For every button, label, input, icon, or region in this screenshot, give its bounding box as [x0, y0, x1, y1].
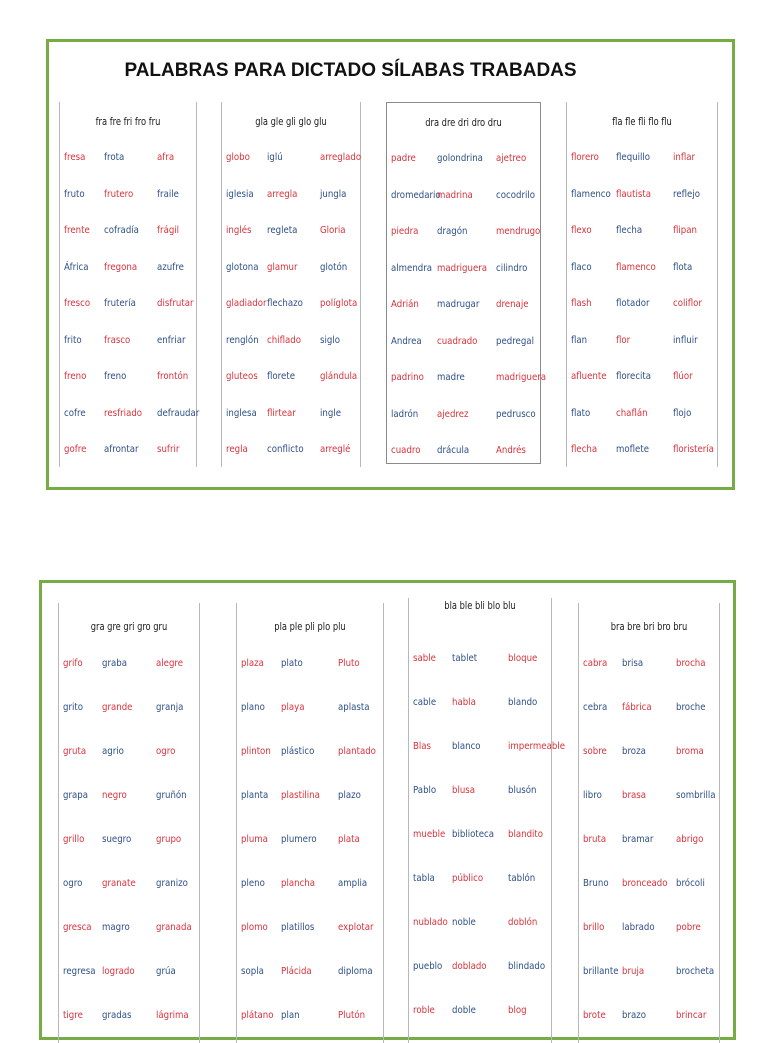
- word-item: padrino: [391, 372, 425, 383]
- word-item: fábrica: [621, 702, 652, 713]
- word-item: regresa: [63, 966, 96, 977]
- word-item: flamenco: [571, 188, 612, 200]
- word-item: padre: [391, 153, 417, 164]
- word-item: brocheta: [676, 966, 715, 977]
- word-item: glamur: [267, 261, 298, 273]
- word-item: florero: [571, 152, 600, 163]
- word-item: roble: [413, 1005, 435, 1016]
- word-item: plátano: [241, 1010, 274, 1021]
- word-item: bramar: [621, 834, 654, 845]
- worksheet-card-bottom: [39, 580, 736, 1040]
- word-item: flirtear: [267, 407, 296, 419]
- word-item: logrado: [101, 966, 135, 977]
- word-item: brócoli: [676, 878, 706, 889]
- word-item: playa: [281, 702, 305, 713]
- word-item: cebra: [583, 702, 608, 713]
- word-item: pobre: [676, 922, 702, 933]
- word-item: Pluto: [338, 658, 361, 669]
- word-item: frágil: [156, 225, 179, 236]
- word-item: blusón: [507, 785, 537, 796]
- word-item: pleno: [241, 878, 266, 889]
- word-item: madriguera: [436, 262, 487, 274]
- word-item: afra: [156, 152, 174, 163]
- word-item: iglesia: [226, 188, 254, 200]
- word-item: bronceado: [621, 878, 668, 889]
- word-item: siglo: [320, 334, 340, 346]
- word-column-2-1: [58, 603, 200, 1043]
- word-item: resfriado: [104, 407, 143, 419]
- word-item: fresa: [63, 152, 86, 163]
- word-item: conflicto: [267, 444, 304, 455]
- word-item: jungla: [320, 188, 347, 200]
- word-item: granizo: [156, 878, 189, 889]
- word-item: brisa: [621, 658, 643, 669]
- word-item: plastilina: [281, 790, 321, 801]
- word-item: biblioteca: [452, 829, 495, 840]
- word-item: flautista: [615, 188, 651, 200]
- word-item: flojo: [673, 407, 692, 419]
- word-item: gresca: [63, 922, 92, 933]
- word-item: broza: [621, 746, 646, 757]
- word-item: golondrina: [436, 153, 483, 164]
- word-item: ladrón: [391, 408, 419, 420]
- word-item: broma: [676, 746, 705, 757]
- word-item: plinton: [241, 746, 271, 757]
- word-item: gradas: [101, 1010, 132, 1021]
- worksheet-card-top: [46, 39, 735, 490]
- word-item: suegro: [101, 834, 131, 845]
- word-item: flamenco: [615, 261, 656, 273]
- word-item: azufre: [156, 261, 184, 273]
- word-item: frasco: [104, 334, 131, 346]
- word-item: abrigo: [676, 834, 704, 845]
- word-item: inflar: [673, 152, 696, 163]
- word-item: pedregal: [495, 335, 534, 347]
- word-item: habla: [452, 697, 477, 708]
- word-item: explotar: [338, 922, 375, 933]
- word-item: planta: [241, 790, 269, 801]
- word-item: Andrés: [495, 445, 526, 456]
- word-item: blandito: [507, 829, 543, 840]
- word-item: fregona: [104, 261, 138, 273]
- word-item: sufrir: [156, 444, 180, 455]
- word-column-2-3: [408, 598, 565, 1043]
- word-item: cofradía: [104, 225, 140, 236]
- word-item: Pablo: [413, 785, 437, 796]
- word-item: cilindro: [495, 262, 527, 274]
- word-item: flecha: [571, 444, 598, 455]
- word-item: África: [63, 261, 89, 273]
- word-item: grande: [101, 702, 133, 713]
- word-item: impermeable: [507, 741, 565, 752]
- word-item: freno: [104, 371, 127, 382]
- word-item: reflejo: [673, 188, 701, 200]
- word-item: regleta: [267, 225, 298, 236]
- word-item: frito: [63, 334, 82, 346]
- word-item: cuadro: [391, 445, 421, 456]
- word-item: ingle: [320, 407, 341, 419]
- word-item: sobre: [583, 746, 607, 757]
- word-item: ogro: [156, 746, 176, 757]
- column-header: fla fle fli flo flu: [612, 116, 672, 128]
- word-column-1-2: [221, 102, 361, 467]
- word-item: granate: [101, 878, 136, 889]
- word-item: flexo: [571, 225, 592, 236]
- word-item: afrontar: [104, 444, 139, 455]
- word-item: frutería: [104, 298, 137, 309]
- word-item: flotador: [615, 298, 650, 309]
- word-item: doblón: [507, 917, 538, 928]
- word-item: gluteos: [226, 371, 258, 382]
- column-header: gra gre gri gro gru: [90, 621, 168, 633]
- word-item: ogro: [63, 878, 83, 889]
- word-item: grillo: [63, 834, 85, 845]
- word-item: plan: [281, 1010, 300, 1021]
- word-item: frutero: [104, 188, 134, 200]
- word-item: sopla: [241, 966, 265, 977]
- word-column-2-4: [578, 603, 720, 1043]
- word-item: negro: [101, 790, 127, 801]
- word-item: Plutón: [338, 1010, 366, 1021]
- word-item: grupo: [156, 834, 182, 845]
- word-item: frota: [104, 152, 125, 163]
- word-item: cabra: [583, 658, 608, 669]
- word-item: brocha: [676, 658, 706, 669]
- word-item: glotona: [226, 261, 259, 273]
- word-item: frontón: [156, 371, 188, 382]
- word-item: glándula: [320, 371, 358, 382]
- word-item: aplasta: [338, 702, 370, 713]
- word-item: bloque: [507, 653, 538, 664]
- column-header: bla ble bli blo blu: [444, 600, 516, 612]
- word-item: lágrima: [156, 1010, 190, 1021]
- word-item: chaflán: [615, 407, 648, 419]
- word-item: Adrián: [391, 299, 420, 310]
- word-item: glotón: [320, 261, 348, 273]
- page-title: PALABRAS PARA DICTADO SÍLABAS TRABADAS: [124, 60, 577, 81]
- word-item: plástico: [281, 746, 315, 757]
- word-item: cable: [413, 697, 437, 708]
- word-column-1-1: [59, 102, 197, 467]
- word-item: brote: [583, 1010, 606, 1021]
- word-item: labrado: [621, 922, 655, 933]
- word-item: ajedrez: [436, 408, 469, 420]
- word-item: ajetreo: [495, 153, 526, 164]
- word-item: gofre: [63, 444, 87, 455]
- word-item: amplia: [338, 878, 368, 889]
- word-item: inglesa: [226, 407, 257, 419]
- word-item: grapa: [63, 790, 89, 801]
- word-item: bruja: [621, 966, 644, 977]
- word-item: plata: [338, 834, 361, 845]
- word-item: madre: [436, 372, 465, 383]
- word-item: drácula: [436, 445, 469, 456]
- word-item: madriguera: [495, 372, 546, 383]
- word-column-2-2: [236, 603, 384, 1043]
- word-item: magro: [101, 922, 130, 933]
- word-item: brasa: [621, 790, 646, 801]
- word-item: brillante: [583, 966, 619, 977]
- word-item: granada: [156, 922, 193, 933]
- word-item: flash: [571, 298, 592, 309]
- word-item: Andrea: [391, 335, 423, 347]
- word-item: flequillo: [615, 152, 650, 163]
- word-item: plaza: [241, 658, 265, 669]
- word-item: platillos: [281, 922, 315, 933]
- word-item: cocodrilo: [495, 189, 535, 201]
- word-item: bruta: [583, 834, 607, 845]
- word-item: defraudar: [156, 407, 199, 419]
- word-item: fruto: [63, 188, 85, 200]
- word-item: Plácida: [281, 966, 313, 977]
- column-header: bra bre bri bro bru: [610, 621, 688, 633]
- word-item: tigre: [63, 1010, 83, 1021]
- word-item: libro: [583, 790, 602, 801]
- word-item: flaco: [571, 261, 593, 273]
- word-item: influir: [673, 334, 699, 346]
- word-item: almendra: [391, 262, 433, 274]
- word-item: inglés: [226, 225, 252, 236]
- word-item: plato: [281, 658, 304, 669]
- word-item: doblado: [452, 961, 487, 972]
- word-item: sombrilla: [676, 790, 716, 801]
- column-header: dra dre dri dro dru: [425, 117, 502, 129]
- word-item: nublado: [413, 917, 448, 928]
- word-item: tablet: [452, 653, 478, 664]
- word-item: Gloria: [320, 225, 346, 236]
- word-item: gruta: [63, 746, 87, 757]
- word-item: dragón: [436, 226, 468, 237]
- word-item: madrugar: [436, 299, 480, 310]
- word-item: globo: [226, 152, 250, 163]
- word-item: flor: [615, 334, 631, 346]
- word-item: blanco: [452, 741, 481, 752]
- word-item: grito: [63, 702, 84, 713]
- word-item: florecita: [615, 371, 651, 382]
- word-item: cofre: [63, 407, 86, 419]
- word-item: plantado: [338, 746, 377, 757]
- word-item: brillo: [583, 922, 605, 933]
- word-item: blando: [507, 697, 538, 708]
- word-item: moflete: [615, 444, 649, 455]
- word-item: arreglado: [320, 152, 362, 163]
- word-item: grifo: [63, 658, 83, 669]
- word-item: freno: [63, 371, 87, 382]
- word-item: alegre: [156, 658, 184, 669]
- word-item: arreglé: [320, 444, 351, 455]
- word-item: brazo: [621, 1010, 646, 1021]
- word-column-1-4: [566, 102, 718, 467]
- word-item: granja: [156, 702, 184, 713]
- word-column-1-3: [386, 102, 546, 464]
- word-item: plano: [241, 702, 266, 713]
- word-item: flota: [673, 261, 693, 273]
- column-header: fra fre fri fro fru: [95, 116, 161, 128]
- word-item: regla: [226, 444, 248, 455]
- word-item: agrio: [101, 746, 124, 757]
- word-item: drenaje: [495, 299, 529, 310]
- word-item: pluma: [241, 834, 269, 845]
- word-item: florete: [267, 371, 295, 382]
- word-item: frente: [63, 225, 90, 236]
- word-item: flipan: [673, 225, 698, 236]
- word-item: enfriar: [156, 334, 186, 346]
- word-item: dromedario: [391, 189, 442, 201]
- word-item: iglú: [267, 152, 283, 163]
- word-item: gruñón: [156, 790, 187, 801]
- word-item: flan: [571, 334, 588, 346]
- word-item: pedrusco: [495, 408, 536, 420]
- word-item: floristería: [673, 444, 715, 455]
- word-item: flechazo: [267, 298, 303, 309]
- word-item: blindado: [507, 961, 545, 972]
- word-item: plancha: [281, 878, 316, 889]
- word-item: chiflado: [267, 334, 301, 346]
- word-item: flecha: [615, 225, 643, 236]
- word-item: plumero: [281, 834, 317, 845]
- word-item: doble: [452, 1005, 477, 1016]
- word-item: público: [452, 873, 484, 884]
- word-item: tabla: [413, 873, 435, 884]
- word-item: sable: [413, 653, 437, 664]
- word-item: blog: [507, 1005, 527, 1016]
- word-item: fresco: [63, 298, 91, 309]
- word-item: plazo: [338, 790, 362, 801]
- word-item: gladiador: [226, 298, 267, 309]
- word-item: noble: [452, 917, 477, 928]
- word-item: Bruno: [583, 878, 609, 889]
- word-item: plomo: [241, 922, 268, 933]
- word-item: Blas: [413, 741, 432, 752]
- word-item: madrina: [436, 189, 473, 201]
- word-item: broche: [676, 702, 706, 713]
- word-item: afluente: [571, 371, 607, 382]
- word-item: disfrutar: [156, 298, 194, 309]
- word-item: pueblo: [413, 961, 443, 972]
- word-item: brincar: [676, 1010, 707, 1021]
- word-item: coliflor: [673, 298, 703, 309]
- word-item: graba: [101, 658, 127, 669]
- column-header: pla ple pli plo plu: [274, 621, 346, 633]
- word-item: piedra: [391, 226, 419, 237]
- word-item: renglón: [226, 334, 259, 346]
- word-item: mueble: [413, 829, 446, 840]
- word-item: diploma: [338, 966, 374, 977]
- word-item: mendrugo: [495, 226, 540, 237]
- word-item: blusa: [452, 785, 476, 796]
- word-item: flúor: [673, 371, 694, 382]
- word-item: políglota: [320, 298, 358, 309]
- word-item: arregla: [267, 188, 298, 200]
- word-item: tablón: [507, 873, 535, 884]
- word-item: flato: [571, 407, 591, 419]
- word-item: grúa: [156, 966, 177, 977]
- word-item: cuadrado: [436, 335, 478, 347]
- word-item: fraile: [156, 188, 179, 200]
- column-header: gla gle gli glo glu: [255, 116, 327, 128]
